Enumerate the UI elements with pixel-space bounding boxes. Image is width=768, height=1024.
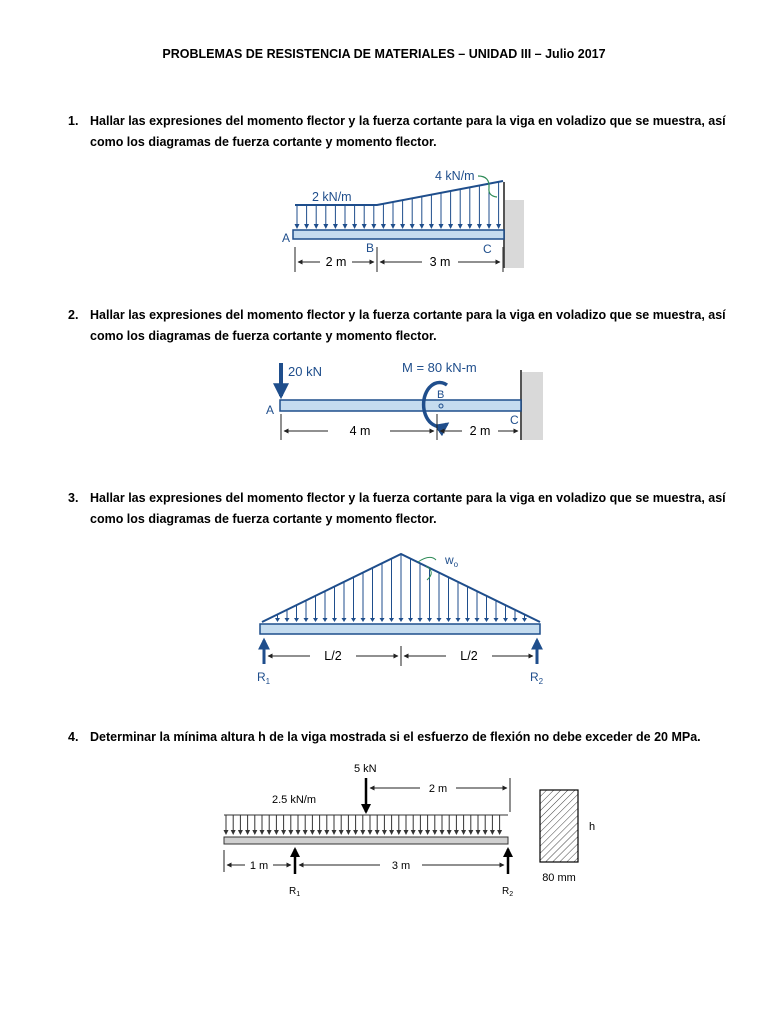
load-arrowhead	[497, 830, 502, 835]
load-arrowhead	[332, 618, 337, 622]
load-arrowhead	[252, 830, 257, 835]
load-arrowhead	[484, 618, 489, 622]
force-label: 5 kN	[354, 763, 377, 775]
load-arrowhead	[389, 618, 394, 622]
load-arrowhead	[317, 830, 322, 835]
load-arrowhead	[419, 224, 424, 229]
load-arrowhead	[425, 830, 430, 835]
load-arrows	[275, 554, 527, 622]
load-arrowhead	[314, 224, 319, 229]
force-label: 20 kN	[288, 364, 322, 379]
load-arrows	[295, 182, 502, 229]
reaction-r2-label: $R_2$	[502, 886, 514, 898]
problem-4	[68, 727, 728, 748]
load-arrowhead	[304, 618, 309, 622]
load-arrowhead	[238, 830, 243, 835]
load-arrowhead	[295, 224, 300, 229]
beam	[224, 837, 508, 844]
load-arrowhead	[381, 224, 386, 229]
load-arrowhead	[285, 618, 290, 622]
problem-1	[68, 111, 728, 153]
problem-text: Determinar la mínima altura h de la viga mostrada si el esfuerzo de flexión no debe exceder de 20 MPa.	[90, 730, 701, 744]
load-arrowhead	[370, 618, 375, 622]
load-arrowhead	[360, 830, 365, 835]
dim-1-label: L/2	[324, 649, 342, 663]
load-arrowhead	[361, 618, 366, 622]
dim-1-label: 2 m	[325, 255, 347, 269]
load-arrowhead	[389, 830, 394, 835]
load-arrowhead	[476, 830, 481, 835]
height-label: h	[589, 821, 596, 833]
point-b-label: B	[437, 389, 445, 401]
load-arrowhead	[362, 224, 367, 229]
load-arrowhead	[458, 224, 463, 229]
problem-number: 3.	[68, 491, 79, 505]
load-arrowhead	[454, 830, 459, 835]
load-arrowhead	[477, 224, 482, 229]
load-arrowhead	[332, 830, 337, 835]
load-arrowhead	[448, 224, 453, 229]
load-arrowhead	[313, 618, 318, 622]
load-arrowhead	[410, 224, 415, 229]
load-arrows	[224, 815, 503, 835]
load-arrowhead	[408, 618, 413, 622]
dim-2-label: 3 m	[429, 255, 451, 269]
load-arrowhead	[467, 224, 472, 229]
load-arrowhead	[418, 618, 423, 622]
load-arrowhead	[396, 830, 401, 835]
load-arrowhead	[368, 830, 373, 835]
load-arrowhead	[437, 618, 442, 622]
beam	[280, 400, 521, 411]
load-arrowhead	[352, 224, 357, 229]
load-arrowhead	[503, 618, 508, 622]
load-arrowhead	[439, 224, 444, 229]
load-arrowhead	[324, 830, 329, 835]
load-arrowhead	[382, 830, 387, 835]
load-arrowhead	[288, 830, 293, 835]
load-arrowhead	[281, 830, 286, 835]
point-c-label: C	[483, 242, 492, 256]
load-arrowhead	[224, 830, 229, 835]
load-arrowhead	[465, 618, 470, 622]
problem-number: 1.	[68, 114, 79, 128]
load-arrowhead	[446, 618, 451, 622]
problem-text: Hallar las expresiones del momento flector y la fuerza cortante para la viga en voladizo que se muestra, así como los diagramas de fuerza cortante y momento flector.	[90, 114, 726, 149]
load-arrowhead	[294, 618, 299, 622]
load-arrowhead	[274, 830, 279, 835]
dim-1-label: 4 m	[349, 424, 371, 438]
width-label: 80 mm	[542, 872, 576, 884]
moment-label: M = 80 kN-m	[402, 360, 477, 375]
point-b-label: B	[366, 241, 375, 255]
load-left-label: 2 kN/m	[312, 190, 352, 204]
load-arrowhead	[487, 224, 492, 229]
load-arrowhead	[339, 830, 344, 835]
load-arrowhead	[391, 224, 396, 229]
dim-2-label: 2 m	[469, 424, 491, 438]
problem-text: Hallar las expresiones del momento flector y la fuerza cortante para la viga en voladizo que se muestra, así como los diagramas de fuerza cortante y momento flector.	[90, 491, 726, 526]
figure-2-cantilever-point-load-moment	[0, 355, 768, 450]
load-arrowhead	[475, 618, 480, 622]
load-arrowhead	[483, 830, 488, 835]
reaction-r1-label: $R_1$	[289, 886, 301, 898]
load-arrowhead	[260, 830, 265, 835]
load-arrowhead	[447, 830, 452, 835]
problem-number: 2.	[68, 308, 79, 322]
figure-1-cantilever-trapezoidal-load	[0, 160, 768, 280]
load-arrowhead	[346, 830, 351, 835]
figure-4-overhanging-beam-section	[0, 755, 768, 905]
load-arrowhead	[267, 830, 272, 835]
load-arrowhead	[375, 830, 380, 835]
problem-2	[68, 305, 728, 347]
load-arrowhead	[411, 830, 416, 835]
dim-top-label: 2 m	[428, 783, 448, 795]
load-arrowhead	[490, 830, 495, 835]
load-arrowhead	[440, 830, 445, 835]
load-arrowhead	[429, 224, 434, 229]
load-label: $w_o$	[445, 553, 459, 569]
load-arrowhead	[310, 830, 315, 835]
point-a-label: A	[266, 403, 275, 417]
wall-support	[504, 200, 524, 268]
load-arrowhead	[456, 618, 461, 622]
load-arrowhead	[323, 224, 328, 229]
wall-support	[521, 372, 543, 440]
problem-3	[68, 488, 728, 530]
problem-text: Hallar las expresiones del momento flector y la fuerza cortante para la viga en voladizo que se muestra, así como los diagramas de fuerza cortante y momento flector.	[90, 308, 726, 343]
load-arrowhead	[245, 830, 250, 835]
load-arrowhead	[371, 224, 376, 229]
load-arrowhead	[496, 224, 501, 229]
load-arrowhead	[522, 618, 527, 622]
load-arrowhead	[275, 618, 280, 622]
load-arrowhead	[231, 830, 236, 835]
dim-2-label: 3 m	[391, 860, 411, 872]
reaction-r2-label: $R_2$	[530, 670, 544, 686]
problem-number: 4.	[68, 730, 79, 744]
beam	[293, 230, 504, 239]
load-label: 2.5 kN/m	[272, 794, 317, 806]
figure-3-simply-supported-triangular-load	[0, 545, 768, 690]
load-arrowhead	[351, 618, 356, 622]
load-arrowhead	[380, 618, 385, 622]
load-arrowhead	[296, 830, 301, 835]
load-arrowhead	[333, 224, 338, 229]
load-arrowhead	[353, 830, 358, 835]
load-arrowhead	[343, 224, 348, 229]
load-arrowhead	[342, 618, 347, 622]
load-arrowhead	[418, 830, 423, 835]
load-arrowhead	[323, 618, 328, 622]
load-arrowhead	[399, 618, 404, 622]
point-a-label: A	[282, 231, 291, 245]
dim-2-label: L/2	[460, 649, 478, 663]
load-arrowhead	[304, 224, 309, 229]
load-arrowhead	[404, 830, 409, 835]
dim-1-label: 1 m	[249, 860, 269, 872]
load-arrowhead	[400, 224, 405, 229]
load-arrowhead	[427, 618, 432, 622]
load-right-label: 4 kN/m	[435, 169, 475, 183]
point-c-label: C	[510, 413, 519, 427]
cross-section	[540, 790, 578, 862]
load-arrowhead	[494, 618, 499, 622]
load-arrowhead	[432, 830, 437, 835]
reaction-r1-label: $R_1$	[257, 670, 271, 686]
load-arrowhead	[303, 830, 308, 835]
page-title: PROBLEMAS DE RESISTENCIA DE MATERIALES – UNIDAD III – Julio 2017	[162, 47, 606, 61]
load-arrowhead	[468, 830, 473, 835]
load-arrowhead	[513, 618, 518, 622]
beam	[260, 624, 540, 634]
load-arrowhead	[461, 830, 466, 835]
